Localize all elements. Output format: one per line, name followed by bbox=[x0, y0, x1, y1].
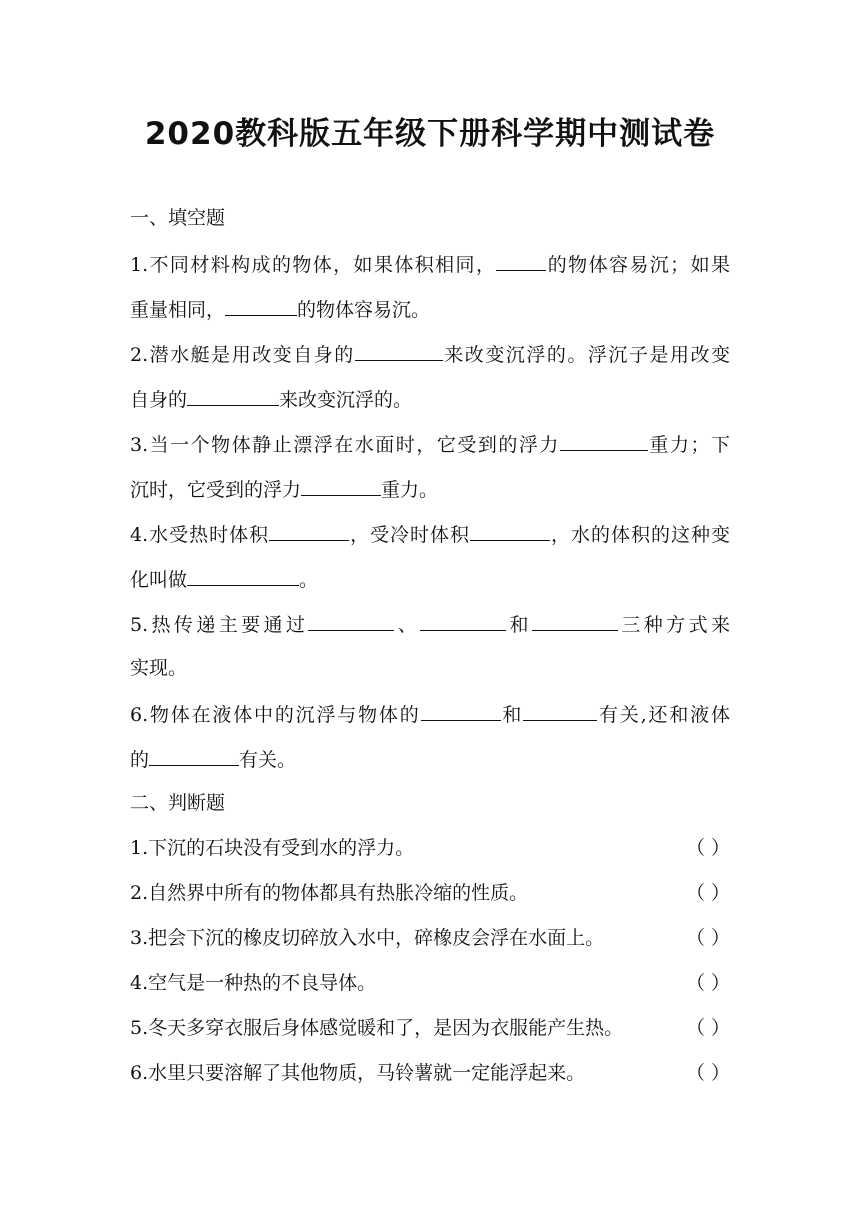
judge-item-6: 6.水里只要溶解了其他物质，马铃薯就一定能浮起来。 （ ） bbox=[130, 1062, 730, 1084]
judge-item-4: 4.空气是一种热的不良导体。 （ ） bbox=[130, 972, 730, 994]
answer-blank[interactable] bbox=[225, 296, 297, 316]
answer-parenthesis[interactable]: （ ） bbox=[685, 972, 730, 994]
answer-blank[interactable] bbox=[269, 521, 349, 541]
answer-blank[interactable] bbox=[149, 746, 239, 766]
answer-blank[interactable] bbox=[560, 431, 648, 451]
fill-question-1-line-2: 重量相同， 的物体容易沉。 bbox=[130, 296, 730, 322]
section-heading-true-false: 二、判断题 bbox=[130, 792, 226, 814]
fill-question-1-line-1: 1.不同材料构成的物体，如果体积相同， 的物体容易沉；如果 bbox=[130, 251, 730, 277]
fill-question-4-line-2: 化叫做 。 bbox=[130, 566, 730, 592]
judge-item-1: 1.下沉的石块没有受到水的浮力。 （ ） bbox=[130, 837, 730, 859]
judge-item-5: 5.冬天多穿衣服后身体感觉暖和了，是因为衣服能产生热。 （ ） bbox=[130, 1017, 730, 1039]
fill-question-3-line-2: 沉时，它受到的浮力 重力。 bbox=[130, 476, 730, 502]
fill-question-3-line-1: 3.当一个物体静止漂浮在水面时，它受到的浮力 重力；下 bbox=[130, 431, 730, 457]
fill-question-5-line-2: 实现。 bbox=[130, 657, 188, 679]
answer-blank[interactable] bbox=[187, 566, 299, 586]
answer-blank[interactable] bbox=[421, 701, 501, 721]
answer-parenthesis[interactable]: （ ） bbox=[685, 1017, 730, 1039]
page-title: 2020教科版五年级下册科学期中测试卷 bbox=[144, 116, 716, 152]
fill-question-4-line-1: 4.水受热时体积 ，受冷时体积 ，水的体积的这种变 bbox=[130, 521, 730, 547]
answer-parenthesis[interactable]: （ ） bbox=[685, 837, 730, 859]
answer-blank[interactable] bbox=[523, 701, 597, 721]
answer-parenthesis[interactable]: （ ） bbox=[685, 1062, 730, 1084]
answer-blank[interactable] bbox=[301, 476, 381, 496]
answer-blank[interactable] bbox=[308, 611, 394, 631]
fill-question-2-line-2: 自身的 来改变沉浮的。 bbox=[130, 386, 730, 412]
answer-parenthesis[interactable]: （ ） bbox=[685, 927, 730, 949]
section-heading-fill-in: 一、填空题 bbox=[130, 207, 226, 229]
answer-parenthesis[interactable]: （ ） bbox=[685, 882, 730, 904]
fill-question-6-line-1: 6.物体在液体中的沉浮与物体的 和 有关,还和液体 bbox=[130, 701, 730, 727]
answer-blank[interactable] bbox=[187, 386, 279, 406]
answer-blank[interactable] bbox=[532, 611, 618, 631]
answer-blank[interactable] bbox=[470, 521, 550, 541]
fill-question-2-line-1: 2.潜水艇是用改变自身的 来改变沉浮的。浮沉子是用改变 bbox=[130, 341, 730, 367]
fill-question-6-line-2: 的 有关。 bbox=[130, 746, 730, 772]
answer-blank[interactable] bbox=[420, 611, 506, 631]
judge-item-2: 2.自然界中所有的物体都具有热胀冷缩的性质。 （ ） bbox=[130, 882, 730, 904]
answer-blank[interactable] bbox=[496, 251, 546, 271]
answer-blank[interactable] bbox=[355, 341, 443, 361]
judge-item-3: 3.把会下沉的橡皮切碎放入水中，碎橡皮会浮在水面上。 （ ） bbox=[130, 927, 730, 949]
fill-question-5-line-1: 5.热传递主要通过 、 和 三种方式来 bbox=[130, 611, 730, 637]
